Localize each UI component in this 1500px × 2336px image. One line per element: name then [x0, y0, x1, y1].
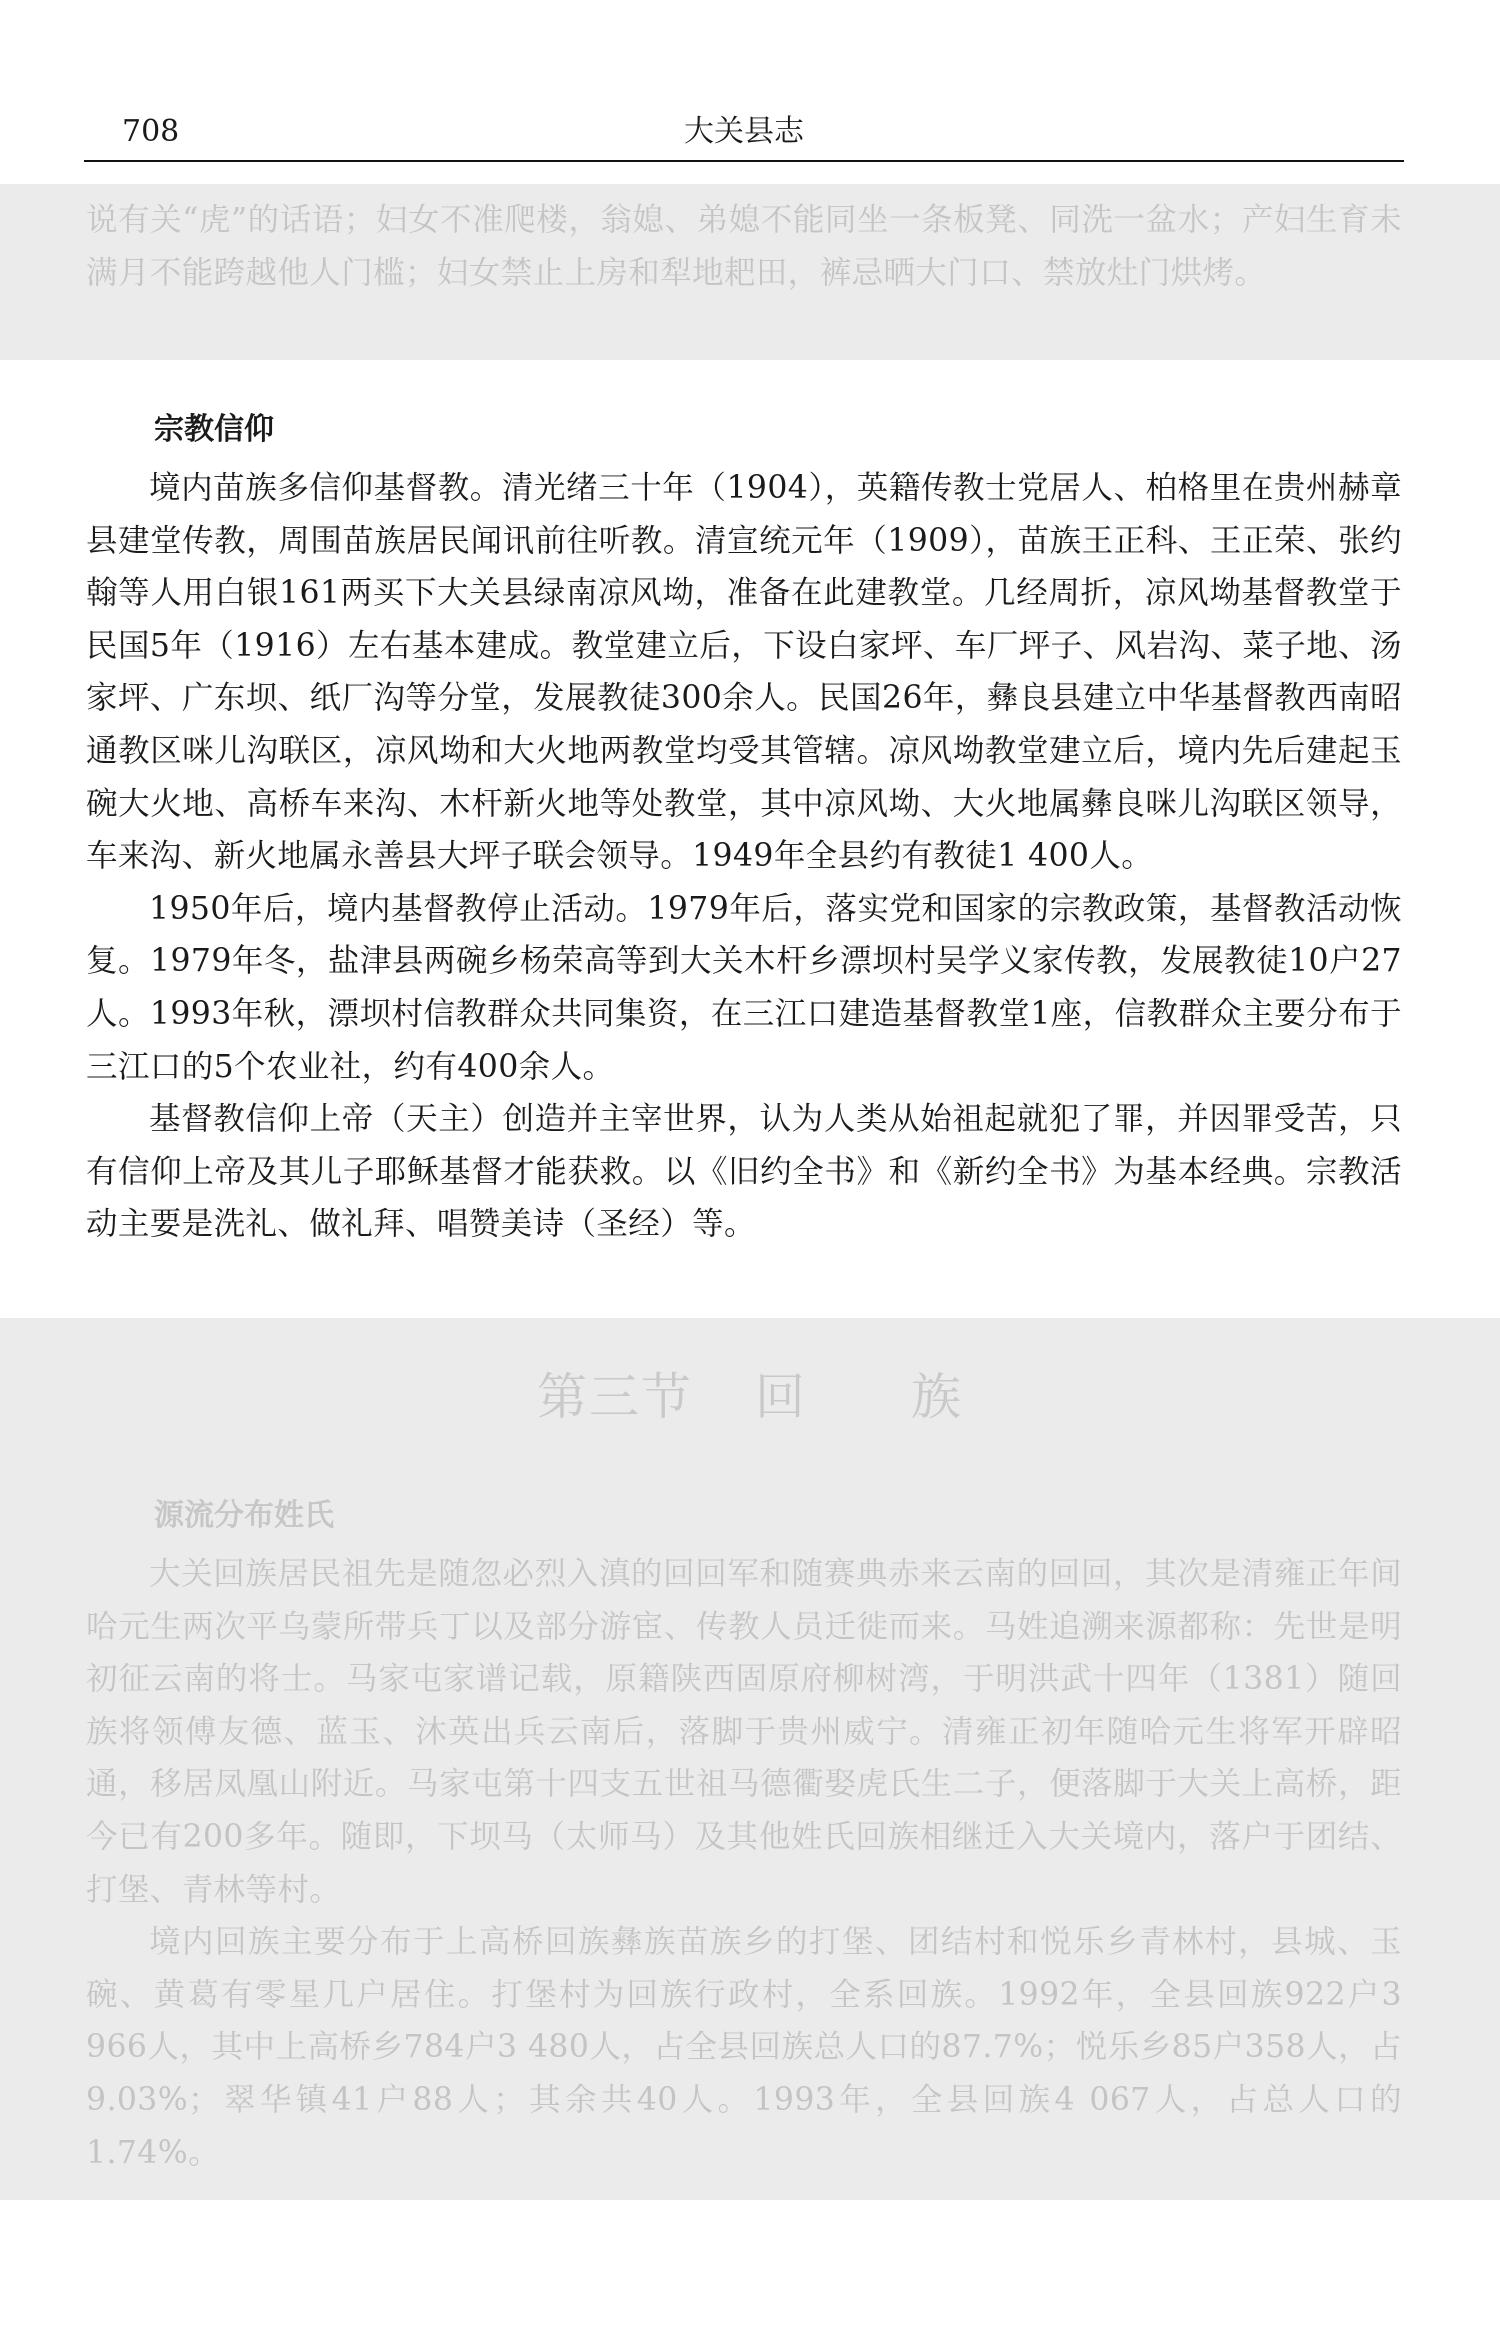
- section-title-part-1: 第三节: [537, 1368, 693, 1426]
- origin-section: [86, 1490, 1402, 2179]
- origin-paragraph-1: 大关回族居民祖先是随忽必烈入滇的回回军和随赛典赤来云南的回回，其次是清雍正年间哈元生两次平乌蒙所带兵丁以及部分游宦、传教人员迁徙而来。马姓追溯来源都称：先世是明初征云南的将士。马家屯家谱记载，原籍陕西固原府柳树湾，于明洪武十四年（1381）随回族将领傅友德、蓝玉、沐英出兵云南后，落脚于贵州威宁。清雍正初年随哈元生将军开辟昭通，移居凤凰山附近。马家屯第十四支五世祖马德衢娶虎氏生二子，便落脚于大关上高桥，距今已有200多年。随即，下坝马（太师马）及其他姓氏回族相继迁入大关境内，落户于团结、打堡、青林等村。: [86, 1556, 1402, 1908]
- religion-paragraph-3: 基督教信仰上帝（天主）创造并主宰世界，认为人类从始祖起就犯了罪，并因罪受苦，只有信仰上帝及其儿子耶稣基督才能获救。以《旧约全书》和《新约全书》为基本经典。宗教活动主要是洗礼、做礼拜、唱赞美诗（圣经）等。: [86, 1101, 1402, 1243]
- section-title-part-3: 族: [911, 1368, 963, 1426]
- origin-heading: 源流分布姓氏: [154, 1498, 334, 1533]
- page-header: [84, 112, 1404, 162]
- header-rule: [84, 160, 1404, 162]
- section-title: [0, 1362, 1500, 1432]
- page-number: 708: [122, 114, 180, 149]
- religion-paragraph-2: 1950年后，境内基督教停止活动。1979年后，落实党和国家的宗教政策，基督教活动恢复。1979年冬，盐津县两碗乡杨荣高等到大关木杆乡漂坝村吴学义家传教，发展教徒10户27人。1993年秋，漂坝村信教群众共同集资，在三江口建造基督教堂1座，信教群众主要分布于三江口的5个农业社，约有400余人。: [86, 890, 1402, 1085]
- continuation-paragraph: 说有关“虎”的话语；妇女不准爬楼，翁媳、弟媳不能同坐一条板凳、同洗一盆水；产妇生育未满月不能跨越他人门槛；妇女禁止上房和犁地耙田，裤忌晒大门口、禁放灶门烘烤。: [86, 202, 1402, 291]
- running-title: 大关县志: [684, 114, 804, 149]
- origin-paragraph-2: 境内回族主要分布于上高桥回族彝族苗族乡的打堡、团结村和悦乐乡青林村，县城、玉碗、黄葛有零星几户居住。打堡村为回族行政村，全系回族。1992年，全县回族922户3 966人，其中上高桥乡784户3 480人，占全县回族总人口的87.7%；悦乐乡85户358人，占9.03%；翠华镇41户88人；其余共40人。1993年，全县回族4 067人，占总人口的1.74%。: [86, 1924, 1402, 2171]
- religion-section: [86, 404, 1402, 1251]
- section-title-part-2: 回: [755, 1368, 807, 1426]
- religion-paragraph-1: 境内苗族多信仰基督教。清光绪三十年（1904），英籍传教士党居人、柏格里在贵州赫章县建堂传教，周围苗族居民闻讯前往听教。清宣统元年（1909），苗族王正科、王正荣、张约翰等人用白银161两买下大关县绿南凉风坳，准备在此建教堂。几经周折，凉风坳基督教堂于民国5年（1916）左右基本建成。教堂建立后，下设白家坪、车厂坪子、风岩沟、菜子地、汤家坪、广东坝、纸厂沟等分堂，发展教徒300余人。民国26年，彝良县建立中华基督教西南昭通教区咪儿沟联区，凉风坳和大火地两教堂均受其管辖。凉风坳教堂建立后，境内先后建起玉碗大火地、高桥车来沟、木杆新火地等处教堂，其中凉风坳、大火地属彝良咪儿沟联区领导，车来沟、新火地属永善县大坪子联会领导。1949年全县约有教徒1 400人。: [86, 470, 1402, 875]
- continuation-text-block: [86, 194, 1402, 299]
- religion-heading: 宗教信仰: [154, 412, 274, 447]
